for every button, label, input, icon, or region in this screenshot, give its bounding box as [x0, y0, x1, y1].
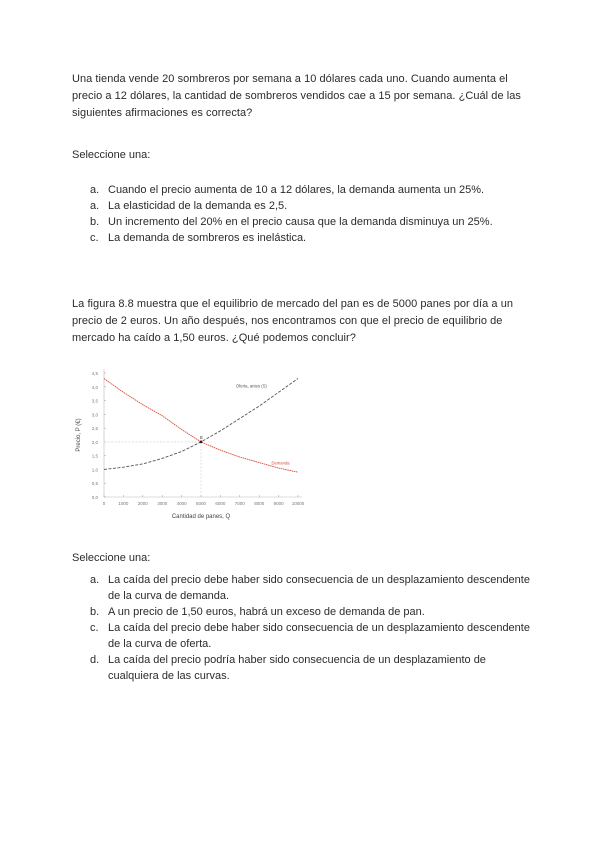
question2-option[interactable]	[72, 620, 532, 652]
option-text: La demanda de sombreros es inelástica.	[108, 232, 307, 244]
chart-axes	[104, 369, 302, 497]
y-tick-label: 2,5	[91, 426, 98, 432]
question1-option[interactable]	[72, 214, 532, 230]
option-marker: c.	[90, 232, 99, 244]
question2-option[interactable]	[72, 572, 532, 604]
y-tick-label: 3,0	[91, 412, 98, 418]
option-marker: a.	[90, 184, 100, 196]
equilibrium-point	[200, 440, 203, 443]
supply-curve-label: Oferta, antes (S)	[235, 383, 267, 389]
y-tick-label: 0,5	[91, 481, 98, 487]
y-tick-label: 2,0	[91, 439, 98, 445]
question1-text: Una tienda vende 20 sombreros por semana a 10 dólares cada uno. Cuando aumenta el precio a 12 dólares, la cantidad de sombreros vendidos cae a 15 por semana. ¿Cuál de las siguientes afirmaciones es correcta?	[72, 73, 521, 119]
option-text: Un incremento del 20% en el precio causa que la demanda disminuya un 25%.	[108, 216, 493, 228]
equilibrium-label: E	[200, 434, 203, 440]
x-tick-label: 4000	[176, 501, 187, 506]
demanda-curve	[104, 379, 298, 473]
question2-option[interactable]	[72, 652, 532, 684]
y-tick-label: 1,5	[91, 453, 98, 459]
option-marker: b.	[90, 216, 100, 228]
y-axis-label: Precio, P (€)	[76, 418, 82, 452]
x-tick-label: 3000	[157, 501, 168, 506]
x-axis-label: Cantidad de panes, Q	[171, 514, 231, 520]
x-tick-label: 0	[102, 501, 106, 506]
option-text: La elasticidad de la demanda es 2,5.	[108, 200, 288, 212]
question2-options	[72, 572, 532, 684]
question1-option[interactable]	[72, 230, 532, 246]
option-marker: d.	[90, 654, 100, 666]
question2-option[interactable]	[72, 604, 532, 620]
question1-select-label: Seleccione una:	[72, 149, 151, 161]
x-tick-label: 7000	[234, 501, 245, 506]
y-tick-label: 0,0	[91, 495, 98, 500]
x-tick-label: 9000	[273, 501, 284, 506]
question2-text: La figura 8.8 muestra que el equilibrio de mercado del pan es de 5000 panes por día a un precio de 2 euros. Un año después, nos encontramos con que el precio de equilibrio de mercado ha caído a 1,50 euros. ¿Qué podemos concluir?	[72, 298, 514, 344]
option-marker: a.	[90, 574, 100, 586]
option-text: La caída del precio podría haber sido consecuencia de un desplazamiento de cualquiera de las curvas.	[108, 654, 486, 682]
option-text: Cuando el precio aumenta de 10 a 12 dólares, la demanda aumenta un 25%.	[108, 184, 485, 196]
y-tick-label: 4,5	[91, 371, 98, 376]
option-text: A un precio de 1,50 euros, habrá un exceso de demanda de pan.	[108, 606, 425, 618]
x-tick-label: 1000	[118, 501, 129, 506]
option-text: La caída del precio debe haber sido consecuencia de un desplazamiento descendente de la curva de oferta.	[108, 622, 530, 650]
x-tick-label: 10000	[291, 501, 305, 506]
question2-select-label: Seleccione una:	[72, 552, 151, 564]
question1-option[interactable]	[72, 198, 532, 214]
option-text: La caída del precio debe haber sido consecuencia de un desplazamiento descendente de la curva de demanda.	[108, 574, 530, 602]
x-tick-label: 2000	[137, 501, 148, 506]
option-marker: a.	[90, 200, 100, 212]
x-tick-label: 6000	[215, 501, 226, 506]
question1-option[interactable]	[72, 182, 532, 198]
demand-curve-label: Demanda	[271, 460, 290, 466]
x-tick-label: 8000	[254, 501, 265, 506]
chart-curves	[104, 379, 298, 497]
option-marker: c.	[90, 622, 99, 634]
y-tick-label: 4,0	[91, 384, 98, 390]
oferta-curve	[104, 379, 298, 470]
x-tick-label: 5000	[195, 501, 207, 506]
y-tick-label: 3,5	[91, 398, 98, 404]
y-tick-label: 1,0	[91, 467, 98, 473]
question1-options	[72, 182, 532, 246]
option-marker: b.	[90, 606, 100, 618]
chart-ticks	[92, 371, 305, 506]
supply-demand-chart	[68, 362, 328, 532]
